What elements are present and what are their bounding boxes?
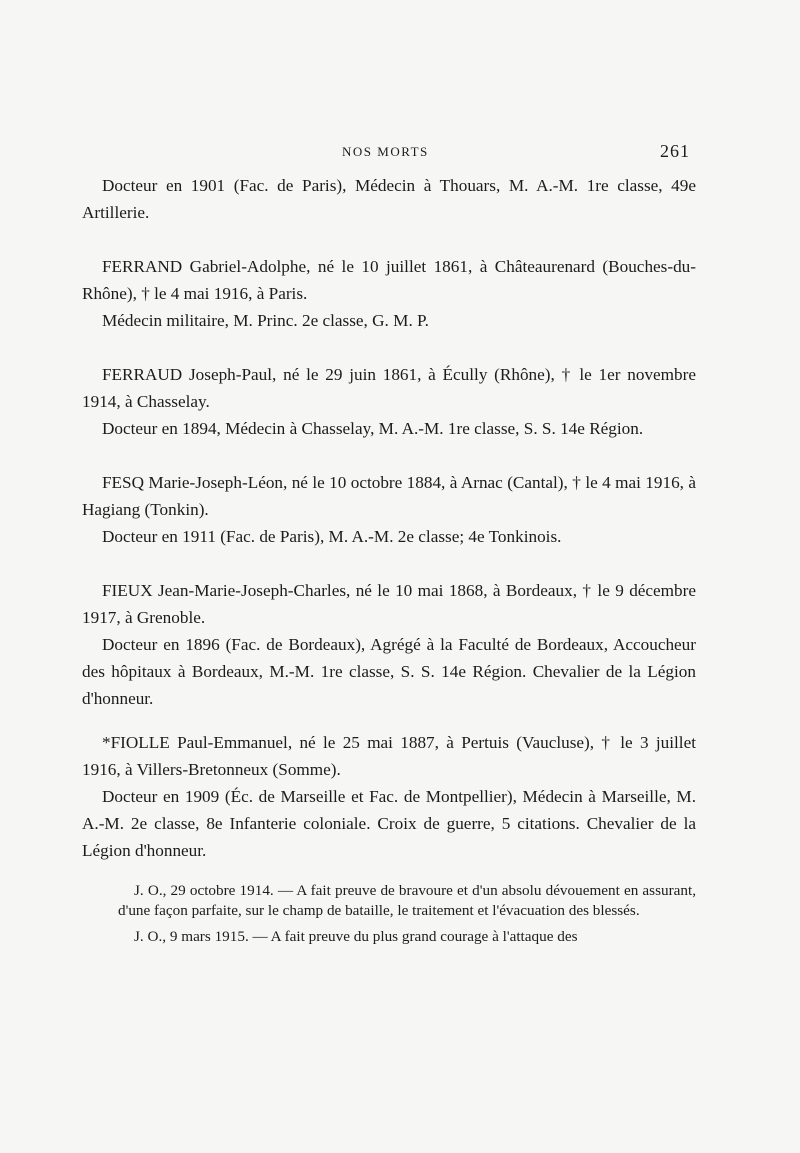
entry-fieux <box>82 577 696 712</box>
entry-details: Docteur en 1896 (Fac. de Bordeaux), Agrégé à la Faculté de Bordeaux, Accoucheur des hôpitaux à Bordeaux, M.-M. 1re classe, S. S. 14e Région. Chevalier de la Légion d'honneur. <box>82 635 696 708</box>
citation: J. O., 29 octobre 1914. — A fait preuve de bravoure et d'un absolu dévouement en assurant, d'une façon parfaite, sur le champ de bataille, le traitement et l'évacuation des blessés. <box>118 882 696 919</box>
entry-fiolle <box>82 729 696 864</box>
citation: J. O., 9 mars 1915. — A fait preuve du plus grand courage à l'attaque des <box>134 928 578 945</box>
page-body <box>82 172 696 947</box>
entry-details: Médecin militaire, M. Princ. 2e classe, G. M. P. <box>102 311 429 330</box>
entry-ferrand <box>82 253 696 334</box>
entry-details: Docteur en 1911 (Fac. de Paris), M. A.-M. 2e classe; 4e Tonkinois. <box>102 527 562 546</box>
entry-name-line: FERRAND Gabriel-Adolphe, né le 10 juillet 1861, à Châteaurenard (Bouches-du-Rhône), † le 4 mai 1916, à Paris. <box>82 257 696 303</box>
entry-name-line: FIEUX Jean-Marie-Joseph-Charles, né le 10 mai 1868, à Bordeaux, † le 9 décembre 1917, à Grenoble. <box>82 581 696 627</box>
entry-ferraud <box>82 361 696 442</box>
running-head: NOS MORTS <box>342 144 429 159</box>
citations-block <box>118 881 696 947</box>
entry-name-line: *FIOLLE Paul-Emmanuel, né le 25 mai 1887, à Pertuis (Vaucluse), † le 3 juillet 1916, à Villers-Bretonneux (Somme). <box>82 733 696 779</box>
entry-name-line: FERRAUD Joseph-Paul, né le 29 juin 1861, à Écully (Rhône), † le 1er novembre 1914, à Chasselay. <box>82 365 696 411</box>
entry-name-line: FESQ Marie-Joseph-Léon, né le 10 octobre 1884, à Arnac (Cantal), † le 4 mai 1916, à Hagiang (Tonkin). <box>82 473 696 519</box>
page-header <box>0 141 800 164</box>
entry-details: Docteur en 1894, Médecin à Chasselay, M. A.-M. 1re classe, S. S. 14e Région. <box>102 419 644 438</box>
entry-fesq <box>82 469 696 550</box>
continuation-paragraph: Docteur en 1901 (Fac. de Paris), Médecin à Thouars, M. A.-M. 1re classe, 49e Artillerie. <box>82 176 696 222</box>
page-number: 261 <box>660 141 690 161</box>
entry-details: Docteur en 1909 (Éc. de Marseille et Fac. de Montpellier), Médecin à Marseille, M. A.-M. 2e classe, 8e Infanterie coloniale. Croix de guerre, 5 citations. Chevalier de la Légion d'honneur. <box>82 787 696 860</box>
